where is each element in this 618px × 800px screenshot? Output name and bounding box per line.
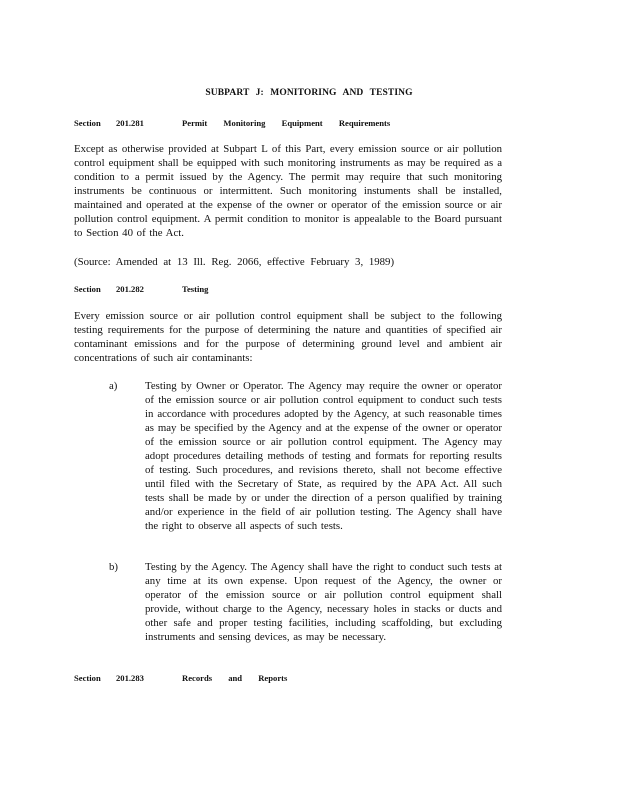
- section-title: Permit Monitoring Equipment Requirements: [182, 118, 391, 128]
- section-title: Testing: [182, 284, 209, 294]
- list-item-b: [109, 560, 504, 644]
- section-number: 201.283: [116, 673, 144, 683]
- item-label: b): [109, 561, 118, 573]
- source-note: (Source: Amended at 13 Ill. Reg. 2066, effective February 3, 1989): [74, 256, 395, 268]
- section-281-paragraph: Except as otherwise provided at Subpart L of this Part, every emission source or air pollution control equipment shall be equipped with such monitoring instruments as may be required as a condition to a permit issued by the Agency. The permit may require that such monitoring instruments be continuous or intermittent. Such monitoring instuments shall be installed, maintained and operated at the expense of the owner or operator of the emission source or air pollution control equipment. A permit condition to monitor is appealable to the Board pursuant to Section 40 of the Act.: [74, 143, 502, 239]
- section-283-heading: [74, 673, 287, 683]
- section-282-paragraph: Every emission source or air pollution control equipment shall be subject to the following testing requirements for the purpose of determining the nature and quantities of specified air contaminant emissions and for the purpose of determining ground level and ambient air concentrations of such air contaminants:: [74, 310, 502, 364]
- section-282-heading: [74, 284, 208, 294]
- subpart-heading: SUBPART J: MONITORING AND TESTING: [205, 88, 413, 98]
- section-title: Records and Reports: [182, 673, 288, 683]
- section-281-heading: [74, 118, 390, 128]
- item-label: a): [109, 380, 118, 392]
- section-label: Section: [74, 118, 101, 128]
- section-label: Section: [74, 673, 101, 683]
- list-item-a: [109, 379, 504, 533]
- section-label: Section: [74, 284, 101, 294]
- section-number: 201.282: [116, 284, 144, 294]
- section-number: 201.281: [116, 118, 144, 128]
- item-text: Testing by the Agency. The Agency shall have the right to conduct such tests at any time at its own expense. Upon request of the Agency, the owner or operator of the emission source or air pollution control equipment shall provide, without charge to the Agency, necessary holes in stacks or ducts and other safe and proper testing facilities, including scaffolding, but excluding instruments and sensing devices, as may be necessary.: [145, 561, 502, 643]
- item-text: Testing by Owner or Operator. The Agency may require the owner or operator of the emission source or air pollution control equipment to conduct such tests in accordance with procedures adopted by the Agency, at such reasonable times as may be specified by the Agency and at the expense of the owner or operator of the emission source or air pollution control equipment. The Agency may adopt procedures detailing methods of testing and formats for reporting results of testing. Such procedures, and revisions thereto, shall not become effective until filed with the Secretary of State, as required by the APA Act. All such tests shall be made by or under the direction of a person qualified by training and/or experience in the field of air pollution testing. The Agency shall have the right to observe all aspects of such tests.: [145, 380, 502, 532]
